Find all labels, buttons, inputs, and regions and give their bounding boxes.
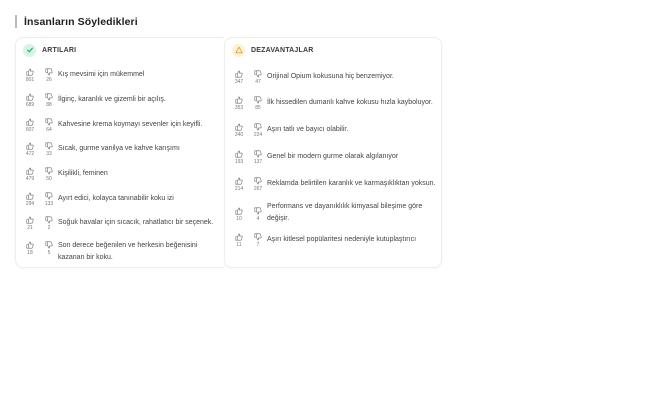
dislike-count: 47 <box>255 79 261 85</box>
like-button[interactable] <box>233 96 245 111</box>
dislike-count: 224 <box>253 132 263 138</box>
like-count: 294 <box>25 201 35 207</box>
dislike-button[interactable] <box>252 177 264 192</box>
dislike-button[interactable] <box>252 70 264 85</box>
like-button[interactable] <box>24 192 36 207</box>
like-button[interactable] <box>24 241 36 256</box>
dislike-button[interactable] <box>252 233 264 248</box>
thumbs-down-icon <box>254 123 262 131</box>
thumbs-down-icon <box>45 93 53 101</box>
thumbs-down-icon <box>254 177 262 185</box>
dislike-count: 133 <box>44 201 54 207</box>
like-button[interactable] <box>24 167 36 182</box>
pro-text: Kişilikli, feminen <box>58 170 108 177</box>
thumbs-down-icon <box>254 96 262 104</box>
thumbs-down-icon <box>45 241 53 249</box>
thumbs-up-icon <box>26 118 34 126</box>
like-button[interactable] <box>24 216 36 231</box>
pros-header <box>16 38 224 62</box>
like-button[interactable] <box>233 70 245 85</box>
dislike-count: 85 <box>255 105 261 111</box>
thumbs-up-icon <box>235 207 243 215</box>
dislike-button[interactable] <box>43 167 55 182</box>
thumbs-up-icon <box>235 177 243 185</box>
like-button[interactable] <box>233 177 245 192</box>
like-count: 347 <box>234 79 244 85</box>
dislike-button[interactable] <box>252 123 264 138</box>
thumbs-up-icon <box>26 68 34 76</box>
dislike-button[interactable] <box>43 93 55 108</box>
pro-text: Soğuk havalar için sıcacık, rahatlatıcı bir seçenek. <box>58 219 214 226</box>
con-text: Orijinal Opium kokusuna hiç benzemiyor. <box>267 73 394 80</box>
dislike-button[interactable] <box>43 142 55 157</box>
pro-text: Ayırt edici, kolayca tanınabilir koku izi <box>58 195 174 202</box>
dislike-button[interactable] <box>252 150 264 165</box>
like-button[interactable] <box>233 207 245 222</box>
like-count: 353 <box>234 105 244 111</box>
like-count: 340 <box>234 132 244 138</box>
dislike-count: 64 <box>46 127 52 133</box>
dislike-count: 33 <box>46 151 52 157</box>
pro-text: Kış mevsimi için mükemmel <box>58 71 145 78</box>
dislike-count: 50 <box>46 176 52 182</box>
dislike-count: 137 <box>253 159 263 165</box>
cons-panel <box>224 37 442 268</box>
thumbs-up-icon <box>26 241 34 249</box>
like-count: 479 <box>25 176 35 182</box>
like-count: 801 <box>25 77 35 83</box>
dislike-count: 26 <box>46 77 52 83</box>
dislike-button[interactable] <box>43 68 55 83</box>
con-text: Genel bir modern gurme olarak algılanıyor <box>267 153 399 160</box>
pros-panel <box>15 37 224 268</box>
check-icon <box>23 44 36 57</box>
pro-text: Sıcak, gurme vanilya ve kahve karışımı <box>58 145 180 152</box>
thumbs-down-icon <box>254 207 262 215</box>
like-count: 214 <box>234 186 244 192</box>
thumbs-down-icon <box>254 233 262 241</box>
dislike-button[interactable] <box>43 216 55 231</box>
thumbs-up-icon <box>26 216 34 224</box>
thumbs-down-icon <box>45 68 53 76</box>
like-button[interactable] <box>24 118 36 133</box>
thumbs-down-icon <box>254 70 262 78</box>
section-header <box>15 15 138 28</box>
warning-triangle-icon <box>232 44 245 57</box>
dislike-button[interactable] <box>43 192 55 207</box>
dislike-button[interactable] <box>43 241 55 256</box>
page-title: İnsanların Söyledikleri <box>24 15 138 28</box>
dislike-count: 7 <box>256 242 260 248</box>
like-count: 18 <box>27 250 33 256</box>
dislike-button[interactable] <box>252 96 264 111</box>
thumbs-up-icon <box>235 150 243 158</box>
cons-label: DEZAVANTAJLAR <box>251 46 314 54</box>
thumbs-up-icon <box>235 70 243 78</box>
like-count: 10 <box>236 216 242 222</box>
like-count: 689 <box>25 102 35 108</box>
thumbs-down-icon <box>45 142 53 150</box>
like-button[interactable] <box>24 93 36 108</box>
con-text: Aşırı tatlı ve bayıcı olabilir. <box>267 126 349 133</box>
thumbs-down-icon <box>254 150 262 158</box>
con-text: İlk hissedilen dumanlı kahve kokusu hızla kayboluyor. <box>267 99 433 106</box>
thumbs-up-icon <box>235 123 243 131</box>
thumbs-up-icon <box>26 142 34 150</box>
thumbs-up-icon <box>235 96 243 104</box>
pro-text: İlginç, karanlık ve gizemli bir açılış. <box>58 96 166 103</box>
like-button[interactable] <box>24 142 36 157</box>
thumbs-down-icon <box>45 192 53 200</box>
thumbs-down-icon <box>45 118 53 126</box>
cons-header <box>225 38 441 62</box>
like-button[interactable] <box>233 150 245 165</box>
con-text: Aşırı kitlesel popülaritesi nedeniyle kutuplaştırıcı <box>267 236 417 243</box>
like-count: 11 <box>236 242 242 248</box>
thumbs-up-icon <box>26 167 34 175</box>
con-text: Reklamda belirtilen karanlık ve karmaşıklıktan yoksun. <box>267 180 436 187</box>
pros-label: ARTILARI <box>42 46 77 54</box>
dislike-count: 88 <box>46 102 52 108</box>
like-button[interactable] <box>233 233 245 248</box>
like-count: 21 <box>27 225 33 231</box>
like-count: 472 <box>25 151 35 157</box>
thumbs-up-icon <box>235 233 243 241</box>
thumbs-up-icon <box>26 93 34 101</box>
pro-text: Kahvesine krema koymayı sevenler için keyifli. <box>58 121 203 128</box>
like-count: 193 <box>234 159 244 165</box>
dislike-count: 2 <box>47 225 51 231</box>
dislike-count: 4 <box>256 216 260 222</box>
dislike-button[interactable] <box>252 207 264 222</box>
dislike-count: 5 <box>47 250 51 256</box>
title-accent-bar <box>15 15 17 28</box>
dislike-button[interactable] <box>43 118 55 133</box>
like-count: 607 <box>25 127 35 133</box>
thumbs-up-icon <box>26 192 34 200</box>
con-text: Performans ve dayanıklılık kimyasal bileşime göre değişir. <box>267 203 423 222</box>
thumbs-down-icon <box>45 167 53 175</box>
like-button[interactable] <box>24 68 36 83</box>
like-button[interactable] <box>233 123 245 138</box>
dislike-count: 267 <box>253 186 263 192</box>
thumbs-down-icon <box>45 216 53 224</box>
pro-text: Son derece beğenilen ve herkesin beğenisini kazanan bir koku. <box>58 242 198 261</box>
